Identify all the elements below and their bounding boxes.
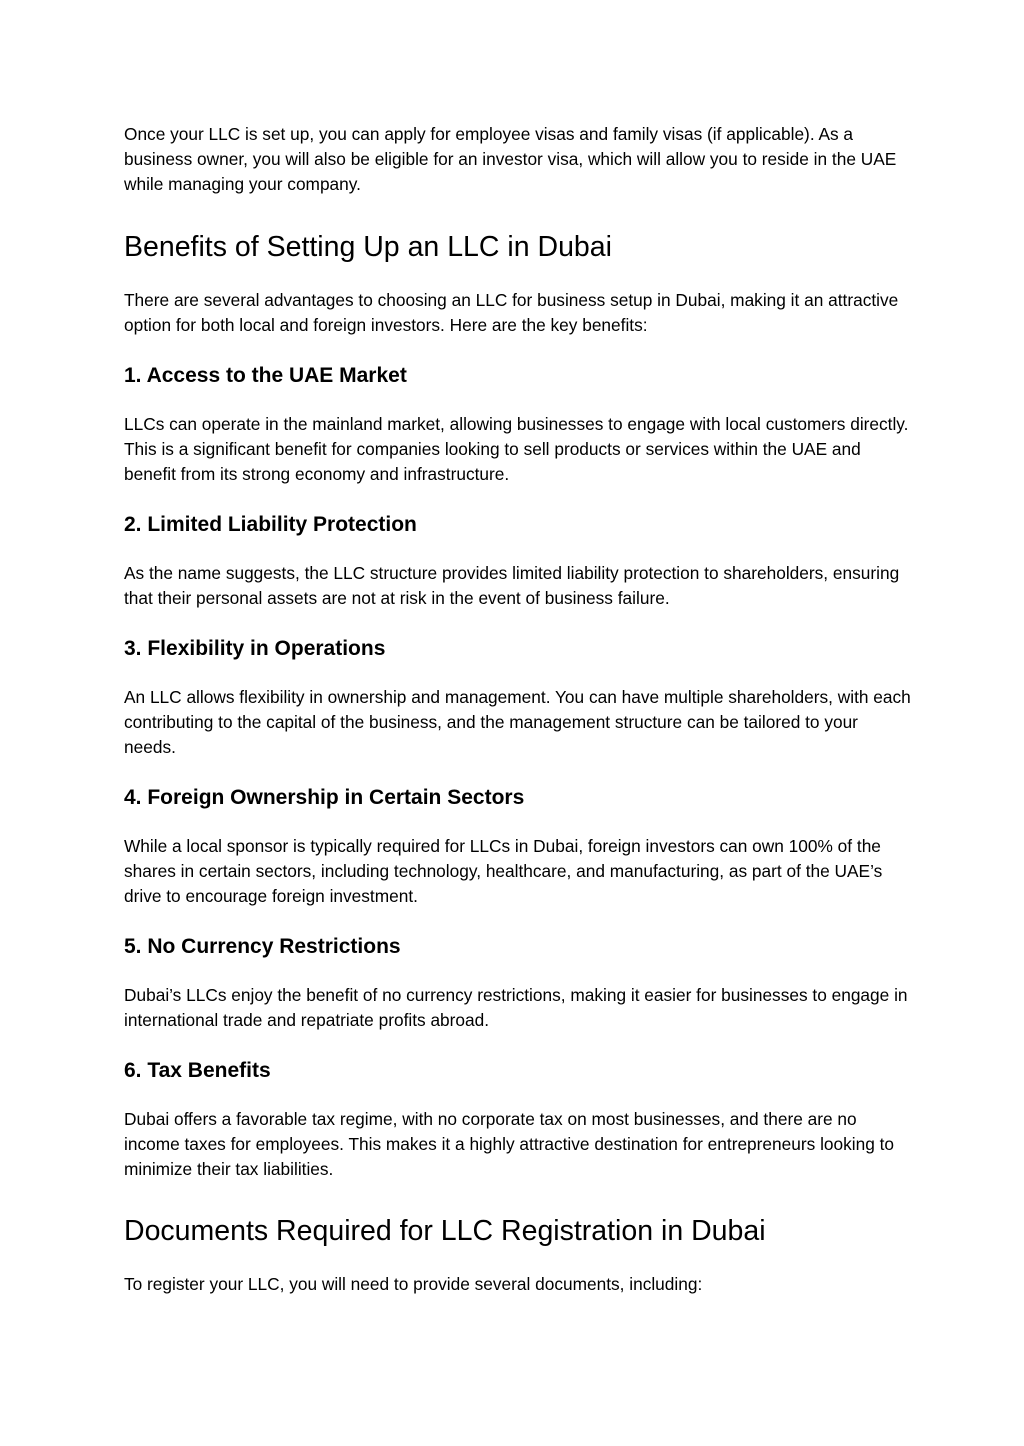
benefit-paragraph-5: Dubai’s LLCs enjoy the benefit of no currency restrictions, making it easier for businesses to engage in international trade and repatriate profits abroad.	[124, 985, 908, 1030]
benefit-heading-4: 4. Foreign Ownership in Certain Sectors	[124, 786, 525, 809]
benefit-heading-3: 3. Flexibility in Operations	[124, 637, 386, 660]
benefit-paragraph-1: LLCs can operate in the mainland market, allowing businesses to engage with local customers directly. This is a significant benefit for companies looking to sell products or services within the UAE and benefit from its strong economy and infrastructure.	[124, 414, 909, 484]
intro-paragraph: Once your LLC is set up, you can apply for employee visas and family visas (if applicable). As a business owner, you will also be eligible for an investor visa, which will allow you to reside in the UAE while managing your company.	[124, 124, 897, 194]
benefit-paragraph-6: Dubai offers a favorable tax regime, with no corporate tax on most businesses, and there are no income taxes for employees. This makes it a highly attractive destination for entrepreneurs looking to minimize their tax liabilities.	[124, 1109, 895, 1179]
benefit-paragraph-3: An LLC allows flexibility in ownership and management. You can have multiple shareholders, with each contributing to the capital of the business, and the management structure can be tailored to your needs.	[124, 687, 911, 757]
benefit-paragraph-4: While a local sponsor is typically required for LLCs in Dubai, foreign investors can own 100% of the shares in certain sectors, including technology, healthcare, and manufacturing, as part of the UAE’s drive to encourage foreign investment.	[124, 836, 883, 906]
documents-heading: Documents Required for LLC Registration in Dubai	[124, 1215, 766, 1247]
benefit-heading-1: 1. Access to the UAE Market	[124, 364, 407, 387]
benefits-intro-paragraph: There are several advantages to choosing an LLC for business setup in Dubai, making it an attractive option for both local and foreign investors. Here are the key benefits:	[124, 290, 899, 335]
benefit-paragraph-2: As the name suggests, the LLC structure provides limited liability protection to shareholders, ensuring that their personal assets are not at risk in the event of business failure.	[124, 563, 900, 608]
benefit-heading-5: 5. No Currency Restrictions	[124, 935, 401, 958]
benefit-heading-2: 2. Limited Liability Protection	[124, 513, 417, 536]
benefits-heading: Benefits of Setting Up an LLC in Dubai	[124, 231, 612, 263]
benefit-heading-6: 6. Tax Benefits	[124, 1059, 271, 1082]
documents-intro-paragraph: To register your LLC, you will need to provide several documents, including:	[124, 1274, 703, 1294]
